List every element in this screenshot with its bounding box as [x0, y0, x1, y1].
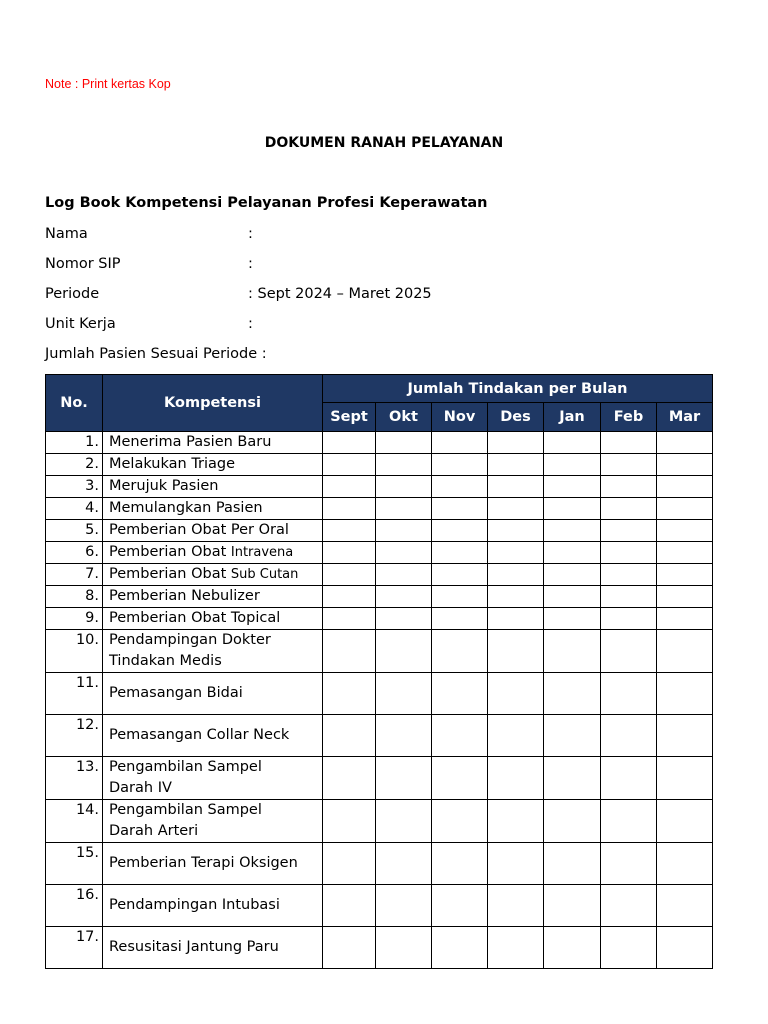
- header-month: Des: [488, 403, 544, 432]
- month-count-cell[interactable]: [376, 542, 432, 564]
- month-count-cell[interactable]: [657, 927, 713, 969]
- month-count-cell[interactable]: [376, 800, 432, 843]
- month-count-cell[interactable]: [544, 843, 601, 885]
- field-nomor-sip: [45, 254, 253, 274]
- field-label: Nomor SIP: [45, 256, 121, 272]
- row-number: 16.: [46, 885, 103, 927]
- kompetensi-text-small: Sub Cutan: [230, 567, 299, 582]
- field-nama: [45, 224, 253, 244]
- month-count-cell[interactable]: [657, 542, 713, 564]
- month-count-cell[interactable]: [544, 800, 601, 843]
- month-count-cell[interactable]: [657, 454, 713, 476]
- row-kompetensi: Menerima Pasien Baru: [103, 432, 323, 454]
- kompetensi-line: Darah IV: [109, 780, 172, 796]
- field-label: Periode: [45, 286, 100, 302]
- month-count-cell[interactable]: [376, 564, 432, 586]
- month-count-cell[interactable]: [432, 454, 488, 476]
- month-count-cell[interactable]: [544, 586, 601, 608]
- month-count-cell[interactable]: [601, 757, 657, 800]
- month-count-cell[interactable]: [657, 673, 713, 715]
- month-count-cell[interactable]: [432, 800, 488, 843]
- month-count-cell[interactable]: [488, 715, 544, 757]
- row-number: 1.: [46, 432, 103, 454]
- month-count-cell[interactable]: [376, 432, 432, 454]
- month-count-cell[interactable]: [601, 564, 657, 586]
- month-count-cell[interactable]: [432, 586, 488, 608]
- month-count-cell[interactable]: [488, 843, 544, 885]
- row-number: 7.: [46, 564, 103, 586]
- month-count-cell[interactable]: [432, 432, 488, 454]
- month-count-cell[interactable]: [376, 454, 432, 476]
- row-kompetensi: Pemberian Obat Per Oral: [103, 520, 323, 542]
- row-kompetensi: Merujuk Pasien: [103, 476, 323, 498]
- month-count-cell[interactable]: [323, 432, 376, 454]
- row-kompetensi: Pendampingan Intubasi: [103, 885, 323, 927]
- kompetensi-text: Pemberian Obat: [109, 544, 231, 560]
- month-count-cell[interactable]: [376, 885, 432, 927]
- row-number: 13.: [46, 757, 103, 800]
- month-count-cell[interactable]: [601, 608, 657, 630]
- kompetensi-line: Pendampingan Dokter: [109, 632, 271, 648]
- table-row: [46, 542, 713, 564]
- row-number: 14.: [46, 800, 103, 843]
- month-count-cell[interactable]: [657, 564, 713, 586]
- month-count-cell[interactable]: [376, 476, 432, 498]
- row-number: 5.: [46, 520, 103, 542]
- kompetensi-line: Darah Arteri: [109, 823, 199, 839]
- month-count-cell[interactable]: [488, 885, 544, 927]
- month-count-cell[interactable]: [601, 432, 657, 454]
- month-count-cell[interactable]: [544, 673, 601, 715]
- month-count-cell[interactable]: [323, 843, 376, 885]
- month-count-cell[interactable]: [376, 715, 432, 757]
- month-count-cell[interactable]: [544, 498, 601, 520]
- row-number: 12.: [46, 715, 103, 757]
- month-count-cell[interactable]: [657, 476, 713, 498]
- month-count-cell[interactable]: [544, 608, 601, 630]
- month-count-cell[interactable]: [657, 800, 713, 843]
- row-number: 3.: [46, 476, 103, 498]
- month-count-cell[interactable]: [376, 843, 432, 885]
- month-count-cell[interactable]: [544, 520, 601, 542]
- row-number: 17.: [46, 927, 103, 969]
- month-count-cell[interactable]: [432, 927, 488, 969]
- month-count-cell[interactable]: [376, 520, 432, 542]
- month-count-cell[interactable]: [488, 432, 544, 454]
- month-count-cell[interactable]: [544, 715, 601, 757]
- month-count-cell[interactable]: [323, 885, 376, 927]
- header-month: Feb: [601, 403, 657, 432]
- month-count-cell[interactable]: [488, 927, 544, 969]
- month-count-cell[interactable]: [601, 542, 657, 564]
- month-count-cell[interactable]: [601, 630, 657, 673]
- month-count-cell[interactable]: [488, 454, 544, 476]
- month-count-cell[interactable]: [544, 454, 601, 476]
- month-count-cell[interactable]: [323, 715, 376, 757]
- month-count-cell[interactable]: [432, 673, 488, 715]
- field-label: Nama: [45, 226, 88, 242]
- month-count-cell[interactable]: [323, 476, 376, 498]
- row-kompetensi: [103, 542, 323, 564]
- month-count-cell[interactable]: [488, 608, 544, 630]
- kompetensi-line: Pengambilan Sampel: [109, 759, 262, 775]
- field-value: :: [248, 226, 253, 242]
- month-count-cell[interactable]: [376, 586, 432, 608]
- month-count-cell[interactable]: [544, 630, 601, 673]
- field-label: Jumlah Pasien Sesuai Periode :: [45, 346, 267, 362]
- month-count-cell[interactable]: [601, 927, 657, 969]
- month-count-cell[interactable]: [432, 715, 488, 757]
- month-count-cell[interactable]: [544, 564, 601, 586]
- row-kompetensi: Melakukan Triage: [103, 454, 323, 476]
- field-jumlah-pasien: [45, 344, 267, 364]
- row-number: 2.: [46, 454, 103, 476]
- month-count-cell[interactable]: [432, 757, 488, 800]
- month-count-cell[interactable]: [657, 432, 713, 454]
- month-count-cell[interactable]: [488, 520, 544, 542]
- header-month: Nov: [432, 403, 488, 432]
- row-kompetensi: [103, 757, 323, 800]
- month-count-cell[interactable]: [488, 498, 544, 520]
- month-count-cell[interactable]: [323, 454, 376, 476]
- month-count-cell[interactable]: [432, 520, 488, 542]
- row-number: 10.: [46, 630, 103, 673]
- month-count-cell[interactable]: [432, 843, 488, 885]
- month-count-cell[interactable]: [601, 715, 657, 757]
- kompetensi-text-small: Intravena: [230, 545, 294, 560]
- table-row: [46, 800, 713, 843]
- month-count-cell[interactable]: [488, 630, 544, 673]
- kompetensi-line: Tindakan Medis: [109, 653, 222, 669]
- month-count-cell[interactable]: [544, 885, 601, 927]
- month-count-cell[interactable]: [544, 432, 601, 454]
- month-count-cell[interactable]: [544, 927, 601, 969]
- month-count-cell[interactable]: [601, 476, 657, 498]
- month-count-cell[interactable]: [323, 564, 376, 586]
- month-count-cell[interactable]: [601, 498, 657, 520]
- header-kompetensi: Kompetensi: [103, 375, 323, 432]
- row-kompetensi: Pemberian Obat Topical: [103, 608, 323, 630]
- month-count-cell[interactable]: [544, 757, 601, 800]
- header-no: No.: [46, 375, 103, 432]
- month-count-cell[interactable]: [323, 757, 376, 800]
- table-row: [46, 673, 713, 715]
- month-count-cell[interactable]: [323, 673, 376, 715]
- table-row: [46, 843, 713, 885]
- month-count-cell[interactable]: [657, 757, 713, 800]
- month-count-cell[interactable]: [376, 927, 432, 969]
- row-number: 9.: [46, 608, 103, 630]
- month-count-cell[interactable]: [657, 885, 713, 927]
- month-count-cell[interactable]: [657, 608, 713, 630]
- row-number: 11.: [46, 673, 103, 715]
- month-count-cell[interactable]: [323, 520, 376, 542]
- month-count-cell[interactable]: [657, 520, 713, 542]
- month-count-cell[interactable]: [432, 476, 488, 498]
- month-count-cell[interactable]: [657, 630, 713, 673]
- month-count-cell[interactable]: [432, 498, 488, 520]
- month-count-cell[interactable]: [323, 630, 376, 673]
- header-month: Jan: [544, 403, 601, 432]
- header-jumlah-tindakan: Jumlah Tindakan per Bulan: [323, 375, 713, 403]
- month-count-cell[interactable]: [323, 800, 376, 843]
- month-count-cell[interactable]: [488, 476, 544, 498]
- table-row: [46, 498, 713, 520]
- table-row: [46, 608, 713, 630]
- row-kompetensi: [103, 800, 323, 843]
- month-count-cell[interactable]: [657, 715, 713, 757]
- field-value: :: [248, 256, 253, 272]
- kompetensi-text: Pemberian Obat: [109, 566, 231, 582]
- table-row: [46, 454, 713, 476]
- month-count-cell[interactable]: [323, 542, 376, 564]
- table-row: [46, 715, 713, 757]
- row-kompetensi: [103, 630, 323, 673]
- month-count-cell[interactable]: [323, 608, 376, 630]
- month-count-cell[interactable]: [323, 927, 376, 969]
- month-count-cell[interactable]: [657, 843, 713, 885]
- row-kompetensi: [103, 564, 323, 586]
- row-kompetensi: Resusitasi Jantung Paru: [103, 927, 323, 969]
- row-kompetensi: Pemberian Nebulizer: [103, 586, 323, 608]
- row-kompetensi: Pemberian Terapi Oksigen: [103, 843, 323, 885]
- month-count-cell[interactable]: [376, 630, 432, 673]
- month-count-cell[interactable]: [432, 564, 488, 586]
- month-count-cell[interactable]: [488, 542, 544, 564]
- month-count-cell[interactable]: [323, 586, 376, 608]
- month-count-cell[interactable]: [488, 800, 544, 843]
- month-count-cell[interactable]: [432, 630, 488, 673]
- month-count-cell[interactable]: [376, 673, 432, 715]
- print-note: Note : Print kertas Kop: [45, 77, 171, 91]
- header-month: Mar: [657, 403, 713, 432]
- field-label: Unit Kerja: [45, 316, 116, 332]
- month-count-cell[interactable]: [488, 673, 544, 715]
- document-title: DOKUMEN RANAH PELAYANAN: [264, 135, 504, 151]
- month-count-cell[interactable]: [544, 542, 601, 564]
- month-count-cell[interactable]: [601, 520, 657, 542]
- month-count-cell[interactable]: [488, 586, 544, 608]
- row-kompetensi: Pemasangan Collar Neck: [103, 715, 323, 757]
- month-count-cell[interactable]: [657, 586, 713, 608]
- month-count-cell[interactable]: [544, 476, 601, 498]
- month-count-cell[interactable]: [323, 498, 376, 520]
- month-count-cell[interactable]: [488, 564, 544, 586]
- table-row: [46, 564, 713, 586]
- field-value: : Sept 2024 – Maret 2025: [248, 286, 432, 302]
- table-row: [46, 927, 713, 969]
- table-row: [46, 885, 713, 927]
- month-count-cell[interactable]: [376, 498, 432, 520]
- row-number: 4.: [46, 498, 103, 520]
- month-count-cell[interactable]: [601, 843, 657, 885]
- field-value: :: [248, 316, 253, 332]
- section-title: Log Book Kompetensi Pelayanan Profesi Keperawatan: [45, 195, 488, 211]
- competency-log-table: [45, 374, 713, 969]
- month-count-cell[interactable]: [657, 498, 713, 520]
- header-month: Okt: [376, 403, 432, 432]
- month-count-cell[interactable]: [601, 885, 657, 927]
- field-periode: [45, 284, 432, 304]
- table-row: [46, 476, 713, 498]
- month-count-cell[interactable]: [432, 608, 488, 630]
- table-row: [46, 757, 713, 800]
- month-count-cell[interactable]: [376, 757, 432, 800]
- month-count-cell[interactable]: [601, 673, 657, 715]
- month-count-cell[interactable]: [376, 608, 432, 630]
- row-number: 6.: [46, 542, 103, 564]
- month-count-cell[interactable]: [432, 885, 488, 927]
- row-number: 15.: [46, 843, 103, 885]
- row-number: 8.: [46, 586, 103, 608]
- kompetensi-line: Pengambilan Sampel: [109, 802, 262, 818]
- month-count-cell[interactable]: [601, 586, 657, 608]
- table-row: [46, 586, 713, 608]
- month-count-cell[interactable]: [601, 454, 657, 476]
- month-count-cell[interactable]: [601, 800, 657, 843]
- table-row: [46, 432, 713, 454]
- month-count-cell[interactable]: [488, 757, 544, 800]
- row-kompetensi: Memulangkan Pasien: [103, 498, 323, 520]
- table-row: [46, 630, 713, 673]
- month-count-cell[interactable]: [432, 542, 488, 564]
- field-unit-kerja: [45, 314, 253, 334]
- header-month: Sept: [323, 403, 376, 432]
- row-kompetensi: Pemasangan Bidai: [103, 673, 323, 715]
- table-row: [46, 520, 713, 542]
